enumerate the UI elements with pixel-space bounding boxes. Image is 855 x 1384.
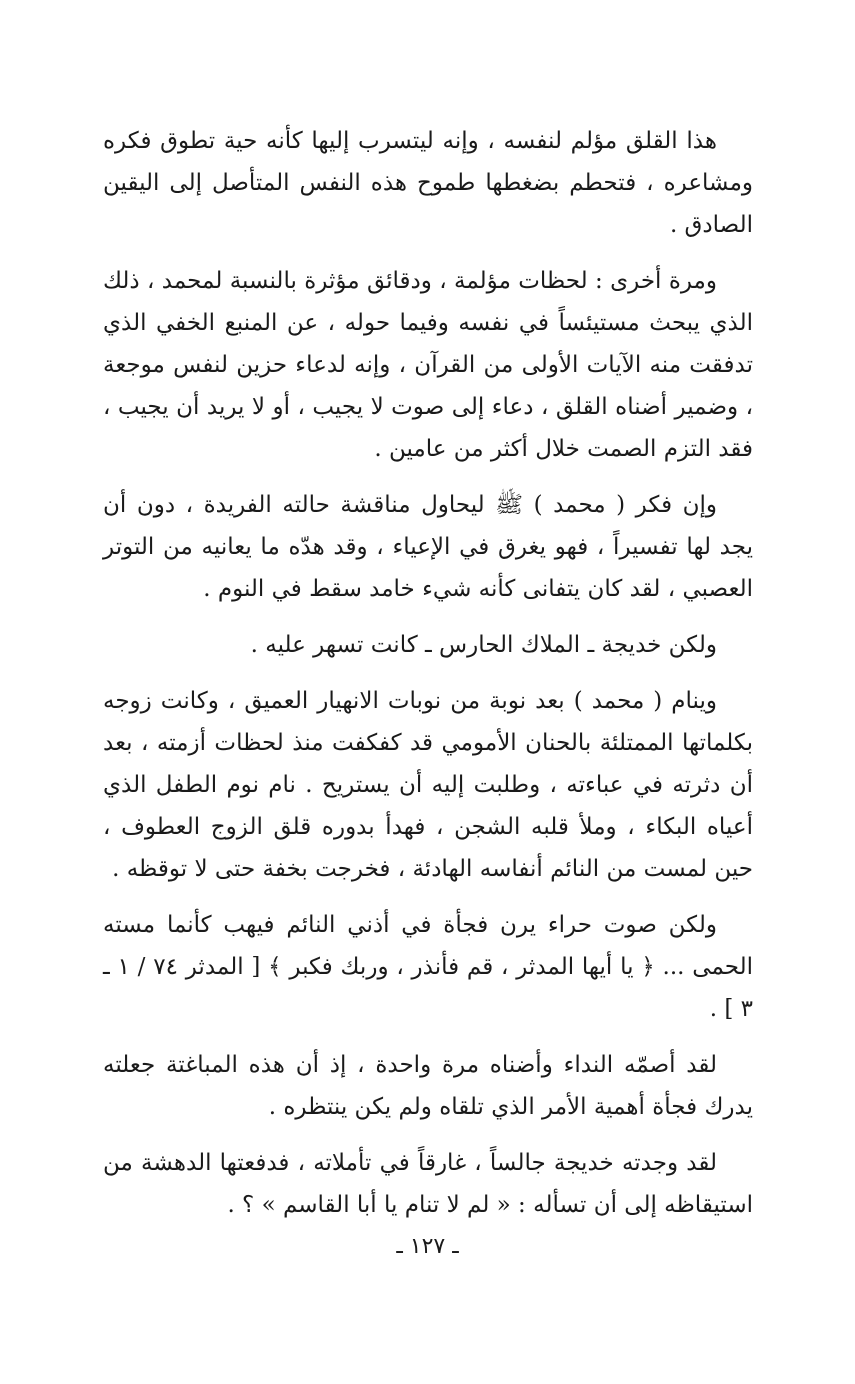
paragraph-8: لقد وجدته خديجة جالساً ، غارقاً في تأملاته ، فدفعتها الدهشة من استيقاظه إلى أن تسأله : « لم لا تنام يا أبا القاسم » ؟ . bbox=[103, 1150, 753, 1218]
paragraph-6: ولكن صوت حراء يرن فجأة في أذني النائم فيهب كأنما مسته الحمى ... ﴿ يا أيها المدثر ، قم فأنذر ، وربك فكبر ﴾ [ المدثر ٧٤ / ١ ـ ٣ ] . bbox=[103, 912, 753, 1022]
paragraph-5: وينام ( محمد ) بعد نوبة من نوبات الانهيار العميق ، وكانت زوجه بكلماتها الممتلئة بالحنان الأمومي قد كفكفت منذ لحظات أزمته ، بعد أن دثرته في عباءته ، وطلبت إليه أن يستريح . نام نوم الطفل الذي أعياه البكاء ، وملأ قلبه الشجن ، فهدأ بدوره قلق الزوج العطوف ، حين لمست من النائم أنفاسه الهادئة ، فخرجت بخفة حتى لا توقظه . bbox=[103, 688, 753, 882]
paragraph-4: ولكن خديجة ـ الملاك الحارس ـ كانت تسهر عليه . bbox=[250, 632, 717, 658]
body-text bbox=[103, 120, 753, 1240]
page-number: ـ ١٢٧ ـ bbox=[396, 1234, 459, 1259]
paragraph-2: ومرة أخرى : لحظات مؤلمة ، ودقائق مؤثرة بالنسبة لمحمد ، ذلك الذي يبحث مستيئساً في نفسه وفيما حوله ، عن المنبع الخفي الذي تدفقت منه الآيات الأولى من القرآن ، وإنه لدعاء حزين لنفس موجعة ، وضمير أضناه القلق ، دعاء إلى صوت لا يجيب ، أو لا يريد أن يجيب ، فقد التزم الصمت خلال أكثر من عامين . bbox=[103, 268, 753, 462]
paragraph-7: لقد أصمّه النداء وأضناه مرة واحدة ، إذ أن هذه المباغتة جعلته يدرك فجأة أهمية الأمر الذي تلقاه ولم يكن ينتظره . bbox=[103, 1052, 753, 1120]
paragraph-1: هذا القلق مؤلم لنفسه ، وإنه ليتسرب إليها كأنه حية تطوق فكره ومشاعره ، فتحطم بضغطها طموح هذه النفس المتأصل إلى اليقين الصادق . bbox=[103, 128, 753, 238]
paragraph-3: وإن فكر ( محمد ) ﷺ ليحاول مناقشة حالته الفريدة ، دون أن يجد لها تفسيراً ، فهو يغرق في الإعياء ، وقد هدّه ما يعانيه من التوتر العصبي ، لقد كان يتفانى كأنه شيء خامد سقط في النوم . bbox=[103, 492, 753, 602]
